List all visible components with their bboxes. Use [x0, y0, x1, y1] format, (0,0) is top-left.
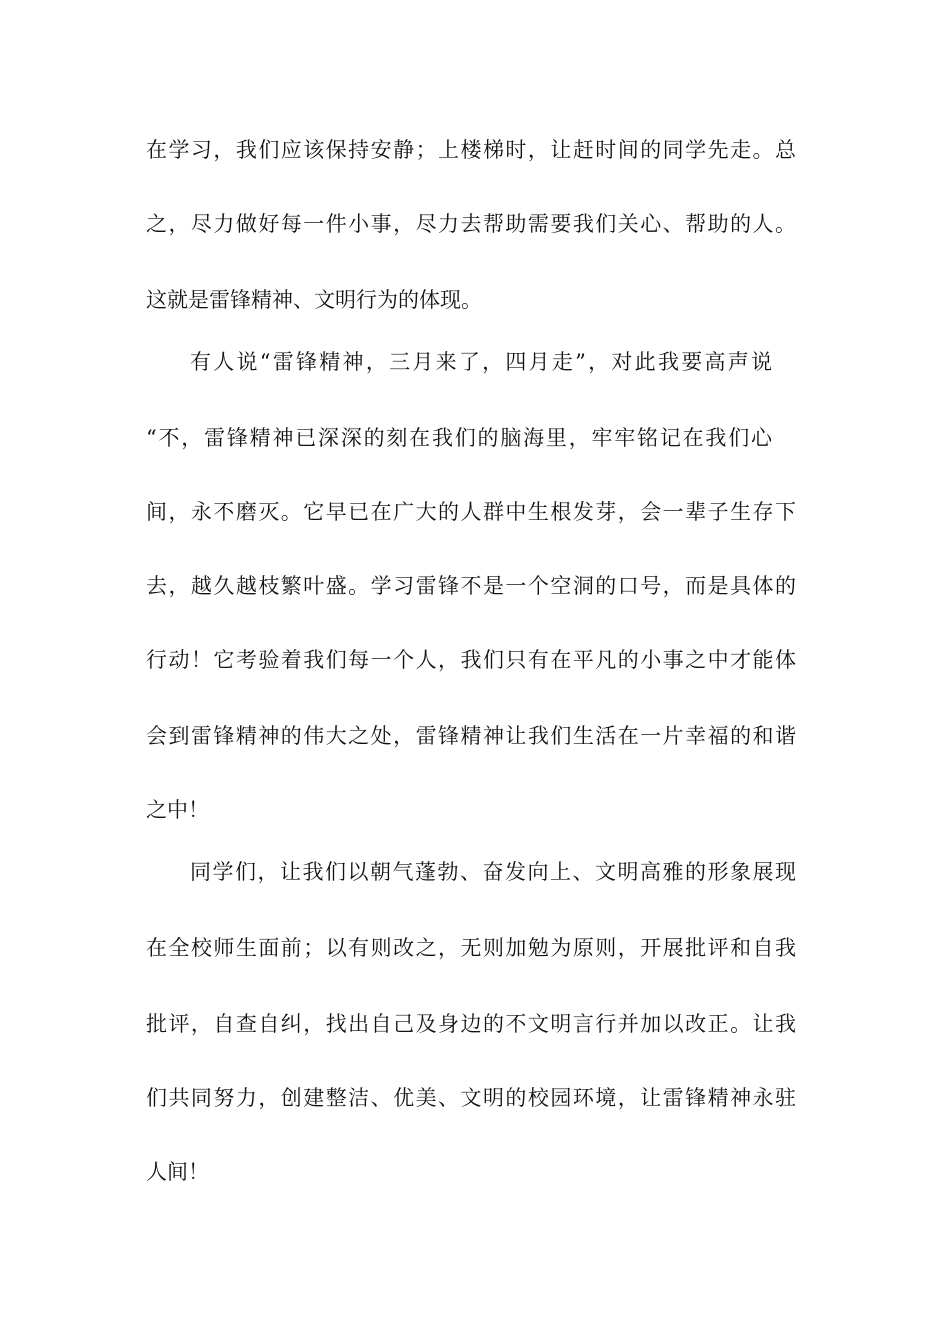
text-line: 在学习，我们应该保持安静；上楼梯时，让赶时间的同学先走。总	[146, 138, 796, 162]
text-line: “不，雷锋精神已深深的刻在我们的脑海里，牢牢铭记在我们心	[146, 426, 772, 450]
text-line: 之中！	[146, 798, 209, 822]
text-line: 在全校师生面前；以有则改之，无则加勉为原则，开展批评和自我	[146, 936, 796, 960]
text-line: 们共同努力，创建整洁、优美、文明的校园环境，让雷锋精神永驻	[146, 1086, 796, 1110]
text-line: 同学们，让我们以朝气蓬勃、奋发向上、文明高雅的形象展现	[190, 860, 796, 884]
text-line: 批评，自查自纠，找出自己及身边的不文明言行并加以改正。让我	[146, 1012, 796, 1036]
text-line: 人间！	[146, 1160, 209, 1184]
text-line: 去，越久越枝繁叶盛。学习雷锋不是一个空洞的口号，而是具体的	[146, 574, 796, 598]
text-line: 这就是雷锋精神、文明行为的体现。	[146, 288, 482, 312]
text-line: 行动！它考验着我们每一个人，我们只有在平凡的小事之中才能体	[146, 648, 796, 672]
text-line: 会到雷锋精神的伟大之处，雷锋精神让我们生活在一片幸福的和谐	[146, 724, 796, 748]
text-line: 之，尽力做好每一件小事，尽力去帮助需要我们关心、帮助的人。	[146, 212, 796, 236]
text-line: 有人说“雷锋精神，三月来了，四月走”，对此我要高声说	[190, 350, 772, 374]
text-line: 间，永不磨灭。它早已在广大的人群中生根发芽，会一辈子生存下	[146, 500, 796, 524]
